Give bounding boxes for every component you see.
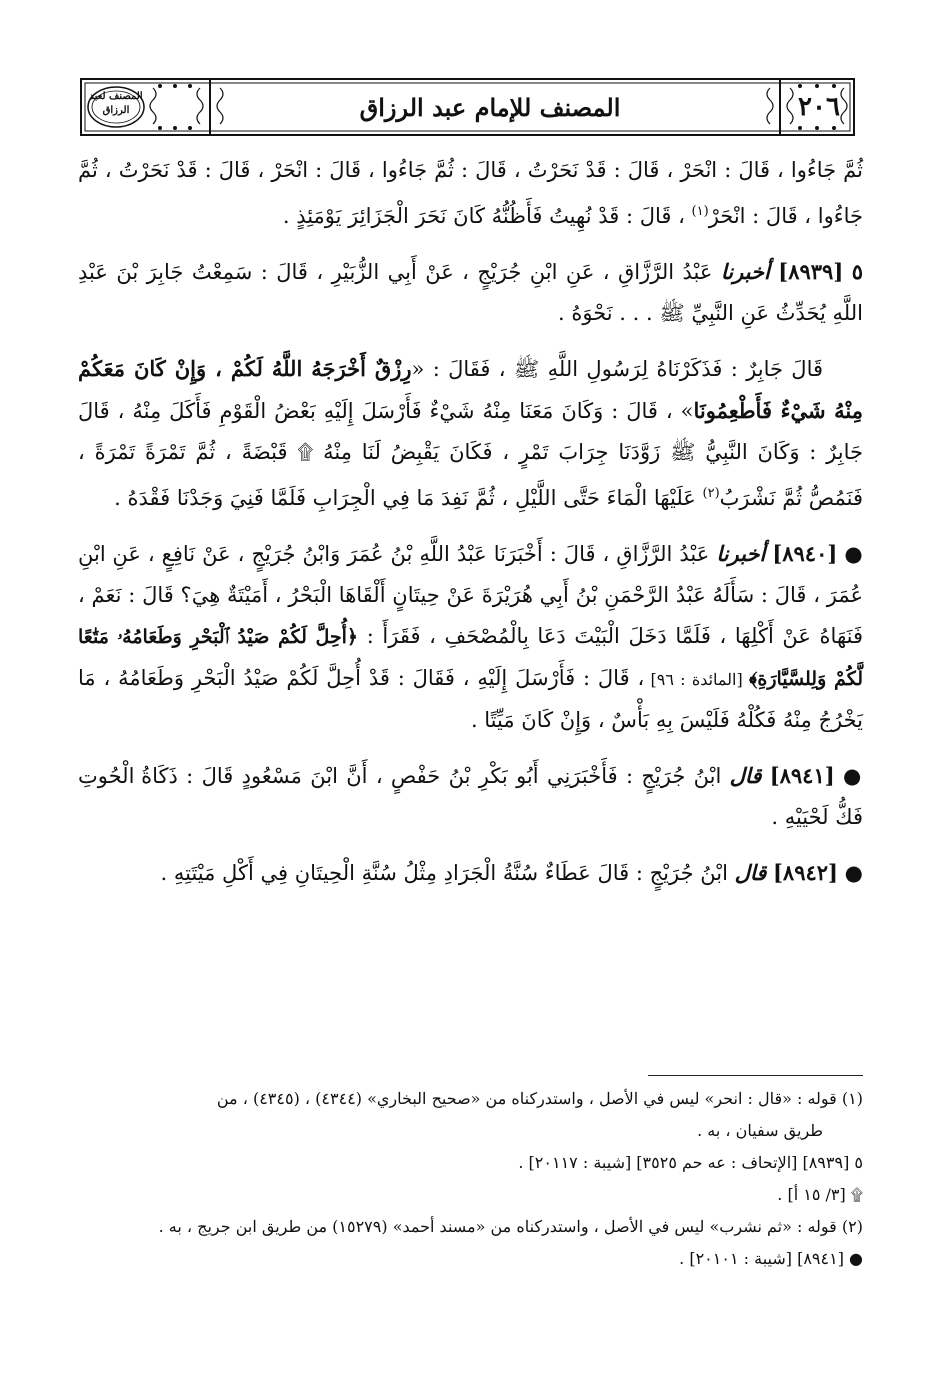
- text-line: الْحُوتِ فَكُّ لَحْيَيْهِ .: [78, 764, 863, 829]
- text-line: جَابِرٌ : وَكَانَ النَّبِيُّ ﷺ زَوَّدَنَا جِرَابَ تَمْرٍ ، فَكَانَ يَقْبِضُ لَنَا مِنْهُ ۩ قَبْضَةً ، ثُمَّ تَمْرَةً تَمْرَةً ،: [78, 440, 863, 464]
- footnote-folio: ۩ [٣/ ١٥ أ] .: [777, 1185, 863, 1204]
- footnote-1: (١) قوله : «قال : انحر» ليس في الأصل ، واستدركناه من «صحيح البخاري» (٤٣٤٤) ، (٤٣٤٥) ، من: [216, 1089, 863, 1108]
- text-line: قَالَ : نَعَمْ ، فَنَهَاهُ عَنْ أَكْلِهَا ، فَلَمَّا دَخَلَ الْبَيْتَ دَعَا بِالْمُصْحَفِ ، فَقَرَأَ :: [78, 583, 863, 648]
- text-line: ، قَالَ : قَدْ نُهِيتُ فَأَظُنُّهُ كَانَ نَحَرَ الْجَزَائِرَ يَوْمَئِذٍ .: [282, 204, 692, 228]
- hadith-marker: ●: [843, 763, 863, 788]
- footnote-divider: [648, 1075, 863, 1076]
- hadith-8940: [78, 533, 863, 741]
- footnote-ref[interactable]: (٢): [702, 486, 720, 501]
- page-header: [80, 78, 855, 136]
- quran-verse: ﴿أُحِلَّ لَكُمْ: [278, 626, 359, 648]
- text-line: ، قَالَ : فَأَرْسَلَ إِلَيْهِ ، فَقَالَ : قَدْ: [368, 666, 645, 690]
- footnote-ref-8941: ● [٨٩٤١] [شيبة : ٢٠١٠١] .: [679, 1249, 863, 1268]
- hadith-lead: قال: [729, 763, 762, 788]
- hadith-8939: [78, 251, 863, 334]
- text-line: ابْنِ عُمَرَ ، قَالَ : سَأَلَهُ عَبْدُ الرَّحْمَنِ بْنُ أَبِي هُرَيْرَةَ عَنْ حِيتَانٍ أَلْقَاهَا الْبَحْرُ ، أَمَيْتَةٌ هِيَ؟: [78, 542, 863, 607]
- prophet-quote: رِزْقٌ أَخْرَجَهُ اللَّهُ لَكُمْ ، وَإِنْ كَانَ مَعَكُمْ: [78, 356, 412, 381]
- paragraph-jabir: [78, 348, 863, 519]
- hadith-8942: [78, 852, 863, 894]
- main-text: [78, 150, 863, 894]
- paragraph-1: [78, 150, 863, 237]
- footnote-ref[interactable]: (١): [691, 204, 709, 219]
- hadith-number: [٨٩٤٢]: [772, 860, 838, 885]
- hadith-number: [٨٩٤٠]: [772, 541, 838, 566]
- hadith-marker: ●: [844, 541, 863, 566]
- footnotes: [78, 1083, 863, 1275]
- footnote-1-cont: طريق سفيان ، به .: [697, 1121, 823, 1140]
- text-line: قَالَ جَابِرٌ : فَذَكَرْنَاهُ لِرَسُولِ اللَّهِ ﷺ ، فَقَالَ : «: [411, 357, 823, 381]
- text-line: » ، قَالَ : وَكَانَ مَعَنَا مِنْهُ شَيْءٌ فَأَرْسَلَ إِلَيْهِ بَعْضُ الْقَوْمِ فَأَكَلَ مِنْهُ ، قَالَ: [78, 399, 694, 423]
- footnote-2: (٢) قوله : «ثم نشرب» ليس في الأصل ، واستدركناه من «مسند أحمد» (١٥٢٧٩) من طريق ابن جريج ، به .: [158, 1217, 863, 1236]
- hadith-lead: أخبرنا: [720, 259, 770, 284]
- text-line: فَنَمُصُّ ثُمَّ نَشْرَبُ: [719, 486, 863, 510]
- hadith-lead: أخبرنا: [716, 541, 766, 566]
- running-title: المصنف للإمام عبد الرزاق: [359, 92, 621, 122]
- hadith-marker: ●: [844, 860, 863, 885]
- text-line: ثُمَّ جَاءُوا ، قَالَ : انْحَرْ ، قَالَ : قَدْ نَحَرْتُ ، قَالَ : ثُمَّ جَاءُوا ، قَالَ : انْحَرْ ، قَالَ : قَدْ: [176, 158, 863, 182]
- text-line: عَلَيْهَا الْمَاءَ حَتَّى اللَّيْلِ ، ثُمَّ نَفِدَ مَا فِي الْجِرَابِ فَلَمَّا فَنِيَ وَجَدْنَا: [176, 486, 703, 510]
- hadith-8941: [78, 755, 863, 838]
- page-number: ٢٠٦: [798, 92, 840, 122]
- prophet-quote: مِنْهُ شَيْءٌ فَأَطْعِمُونَا: [693, 398, 863, 423]
- emblem-text: المصنف لعبد الرزاق: [89, 91, 143, 116]
- hadith-marker: ٥: [851, 259, 863, 284]
- hadith-lead: قال: [734, 860, 767, 885]
- text-line: عَبْدِ اللَّهِ يُحَدِّثُ عَنِ النَّبِيِّ ﷺ . . . نَحْوَهُ .: [78, 260, 863, 325]
- text-line: فَقْدَهُ .: [114, 486, 171, 510]
- text-line: أُحِلَّ لَكُمْ صَيْدُ الْبَحْرِ وَطَعَامُهُ ، مَا يَخْرُجُ مِنْهُ فَكُلْهُ فَلَيْسَ بِهِ بَأْسٌ ، وَإِنْ كَانَ مَيِّتًا .: [78, 666, 863, 732]
- text-line: ابْنُ جُرَيْجٍ : قَالَ عَطَاءٌ سُنَّةُ الْجَرَادِ مِثْلُ سُنَّةِ الْحِيتَانِ فِي أَكْلِ مَيْتَتِهِ .: [160, 861, 735, 885]
- footnote-ref-8939: ٥ [٨٩٣٩] [الإتحاف : عه حم ٣٥٢٥] [شيبة : ٢٠١١٧] .: [518, 1153, 863, 1172]
- text-line: عَبْدُ الرَّزَّاقِ ، قَالَ : أَخْبَرَنَا عَبْدُ اللَّهِ بْنُ عُمَرَ وَابْنُ جُرَيْجٍ ، عَنْ نَافِعٍ ، عَنِ: [112, 542, 717, 566]
- quran-citation: [المائدة : ٩٦]: [644, 670, 749, 689]
- hadith-number: [٨٩٣٩]: [778, 259, 844, 284]
- hadith-number: [٨٩٤١]: [769, 763, 835, 788]
- text-line: نَحَرْتُ ، ثُمَّ جَاءُوا ، قَالَ : انْحَرْ: [78, 158, 863, 228]
- text-line: عَبْدُ الرَّزَّاقِ ، عَنِ ابْنِ جُرَيْجٍ ، عَنْ أَبِي الزُّبَيْرِ ، قَالَ : سَمِعْتُ جَابِرَ بْنَ: [116, 260, 721, 284]
- ornament-emblem-icon: [80, 78, 152, 136]
- quran-verse: صَيْدُ ٱلْبَحْرِ وَطَعَامُهُۥ مَتَٰعًا لَّكُمْ وَلِلسَّيَّارَةِ﴾: [78, 626, 863, 690]
- text-line: ابْنُ جُرَيْجٍ : فَأَخْبَرَنِي أَبُو بَكْرِ بْنُ حَفْصٍ ، أَنَّ ابْنَ مَسْعُودٍ قَالَ : ذَكَاةُ: [141, 764, 730, 788]
